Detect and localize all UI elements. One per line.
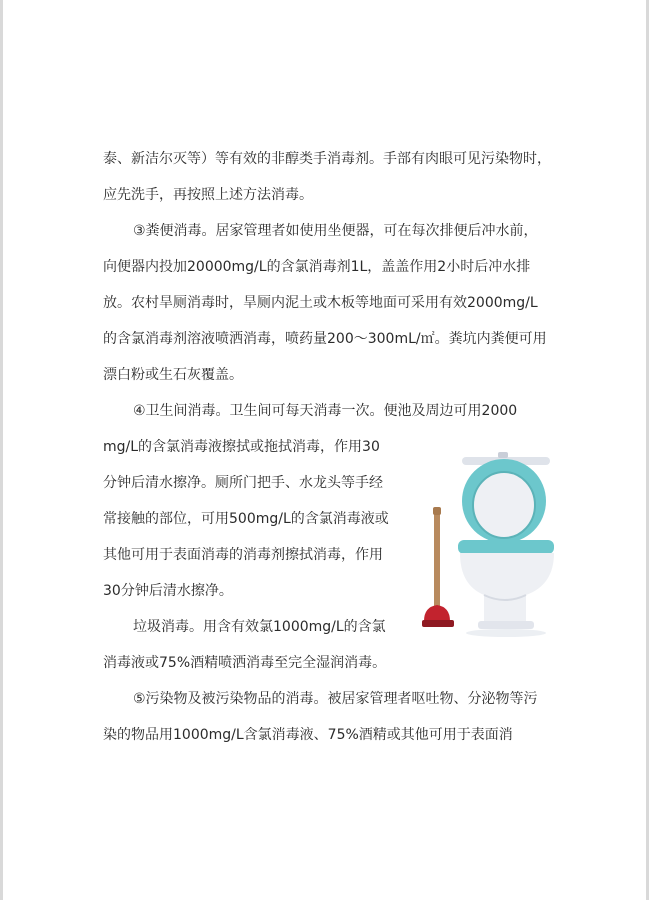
- plunger-handle-top: [433, 507, 441, 515]
- paragraph-1: 泰、新洁尔灭等）等有效的非醇类手消毒剂。手部有肉眼可见污染物时，应先洗手，再按照上述方法消毒。: [103, 151, 551, 203]
- paragraph-3: ④卫生间消毒。卫生间可每天消毒一次。便池及周边可用2000: [133, 403, 518, 419]
- paragraph-4: mg/L的含氯消毒液擦拭或拖拭消毒，作用30分钟后清水擦净。厕所门把手、水龙头等手经常接触的部位，可用500mg/L的含氯消毒液或其他可用于表面消毒的消毒剂擦拭消毒，作用30分钟后清水擦净。: [103, 439, 389, 599]
- toilet-base: [478, 621, 534, 629]
- toilet-rim: [458, 540, 554, 554]
- toilet-button: [498, 452, 508, 458]
- paragraph-6: 消毒液或75%酒精喷洒消毒至完全湿润消毒。: [103, 655, 387, 671]
- toilet-and-plunger-icon: [420, 445, 560, 640]
- paragraph-2: ③粪便消毒。居家管理者如使用坐便器，可在每次排便后冲水前，向便器内投加20000mg/L的含氯消毒剂1L，盖盖作用2小时后冲水排放。农村旱厕消毒时，旱厕内泥土或木板等地面可采用有效2000mg/L的含氯消毒剂溶液喷洒消毒，喷药量200～300mL/㎡。粪坑内粪便可用漂白粉或生石灰覆盖。: [103, 223, 547, 383]
- plunger-cup: [424, 605, 450, 621]
- paragraph-5: 垃圾消毒。用含有效氯1000mg/L的含氯: [133, 619, 386, 635]
- plunger-base: [422, 620, 454, 627]
- toilet-bowl: [460, 553, 554, 623]
- paragraph-7: ⑤污染物及被污染物品的消毒。被居家管理者呕吐物、分泌物等污染的物品用1000mg/L含氯消毒液、75%酒精或其他可用于表面消: [103, 691, 538, 743]
